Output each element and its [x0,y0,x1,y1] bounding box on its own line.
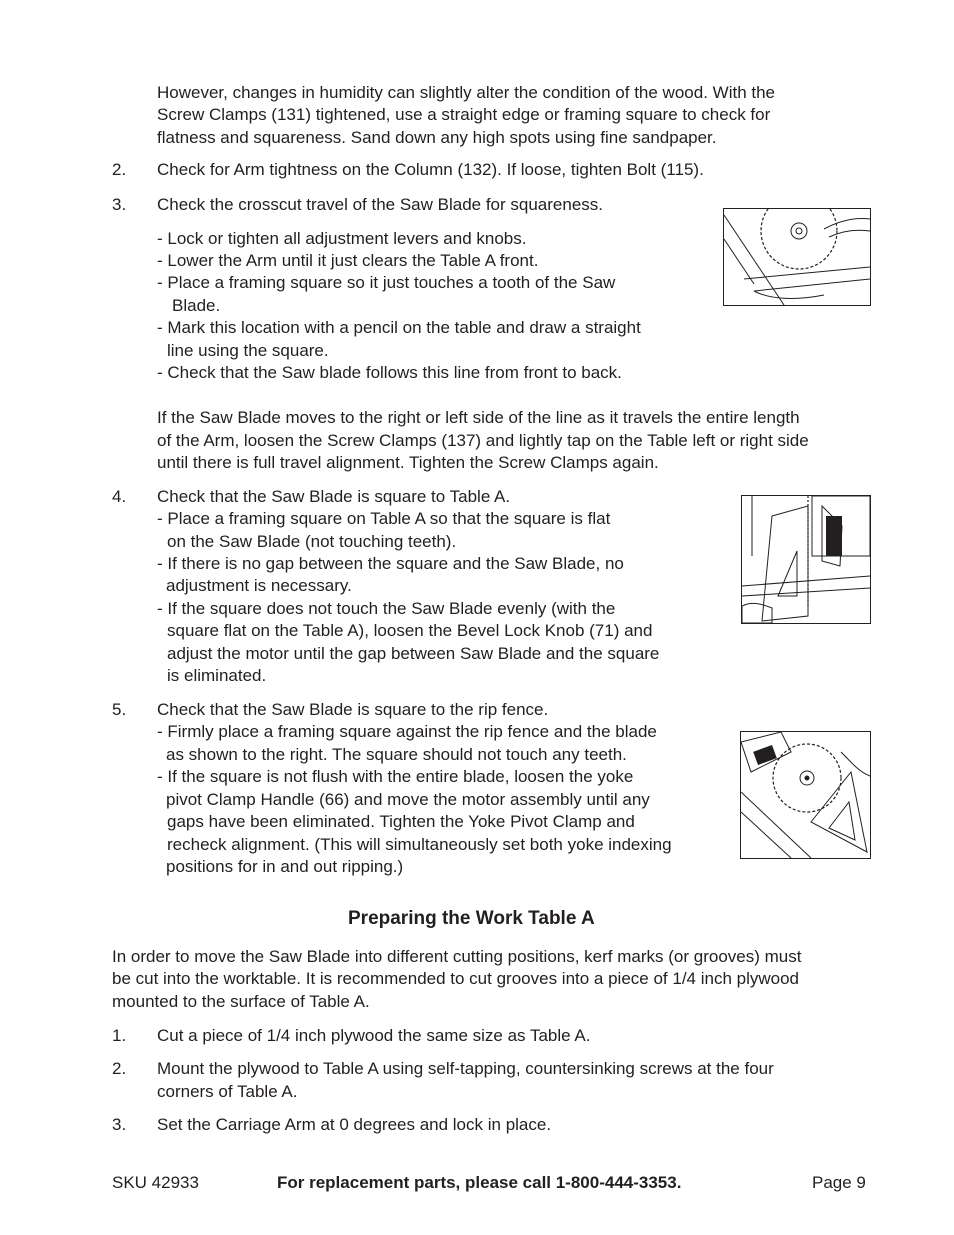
step-3-sub-7: - Check that the Saw blade follows this line from front to back. [157,363,622,382]
step-2-text: Check for Arm tightness on the Column (132). If loose, tighten Bolt (115). [157,160,704,179]
step-3-para-2: of the Arm, loosen the Screw Clamps (137) and lightly tap on the Table left or right side [157,431,809,450]
step-4-sub-6: square flat on the Table A), loosen the Bevel Lock Knob (71) and [167,621,653,640]
section-title: Preparing the Work Table A [348,908,595,929]
intro-line-1: However, changes in humidity can slightly alter the condition of the wood. With the [157,83,776,102]
step-5-sub-6: recheck alignment. (This will simultaneously set both yoke indexing [167,835,672,854]
section-item-1-text: Cut a piece of 1/4 inch plywood the same size as Table A. [157,1026,591,1045]
step-3-sub-1: - Lock or tighten all adjustment levers and knobs. [157,229,527,248]
section-item-1-number: 1. [112,1026,127,1045]
step-5-text: Check that the Saw Blade is square to the rip fence. [157,700,549,719]
step-5-sub-2: as shown to the right. The square should not touch any teeth. [166,745,627,764]
step-4-sub-1: - Place a framing square on Table A so that the square is flat [157,509,611,528]
section-intro-3: mounted to the surface of Table A. [112,992,370,1011]
step-4-number: 4. [112,487,127,506]
step-4-text: Check that the Saw Blade is square to Table A. [157,487,511,506]
intro-line-2: Screw Clamps (131) tightened, use a straight edge or framing square to check for [157,105,771,124]
step-5-sub-5: gaps have been eliminated. Tighten the Yoke Pivot Clamp and [167,812,635,831]
blade-square-illustration [742,496,870,623]
blade-square-figure [741,495,871,624]
crosscut-figure [723,208,871,306]
step-3-para-3: until there is full travel alignment. Tighten the Screw Clamps again. [157,453,659,472]
rip-fence-illustration [741,732,870,858]
intro-line-3: flatness and squareness. Sand down any high spots using fine sandpaper. [157,128,717,147]
section-item-3-number: 3. [112,1115,127,1134]
step-5-sub-3: - If the square is not flush with the entire blade, loosen the yoke [157,767,634,786]
section-item-3-text: Set the Carriage Arm at 0 degrees and lock in place. [157,1115,552,1134]
step-4-sub-4: adjustment is necessary. [166,576,352,595]
section-item-2-text-2: corners of Table A. [157,1082,298,1101]
section-intro-2: be cut into the worktable. It is recommended to cut grooves into a piece of 1/4 inch plywood [112,969,799,988]
footer-sku: SKU 42933 [112,1173,199,1192]
step-4-sub-3: - If there is no gap between the square and the Saw Blade, no [157,554,624,573]
step-3-sub-5: - Mark this location with a pencil on the table and draw a straight [157,318,641,337]
step-2-number: 2. [112,160,127,179]
step-3-para-1: If the Saw Blade moves to the right or left side of the line as it travels the entire length [157,408,800,427]
footer-phone: For replacement parts, please call 1-800-444-3353. [277,1173,682,1192]
section-intro-1: In order to move the Saw Blade into different cutting positions, kerf marks (or grooves) must [112,947,802,966]
step-5-sub-7: positions for in and out ripping.) [166,857,404,876]
step-4-sub-7: adjust the motor until the gap between Saw Blade and the square [167,644,660,663]
step-3-text: Check the crosscut travel of the Saw Blade for squareness. [157,195,604,214]
rip-fence-figure [740,731,871,859]
crosscut-illustration [724,209,870,305]
step-4-sub-2: on the Saw Blade (not touching teeth). [167,532,457,551]
step-3-sub-4: Blade. [172,296,221,315]
section-item-2-text-1: Mount the plywood to Table A using self-tapping, countersinking screws at the four [157,1059,774,1078]
section-item-2-number: 2. [112,1059,127,1078]
step-3-sub-2: - Lower the Arm until it just clears the Table A front. [157,251,539,270]
step-5-number: 5. [112,700,127,719]
step-4-sub-8: is eliminated. [167,666,267,685]
step-3-sub-3: - Place a framing square so it just touches a tooth of the Saw [157,273,616,292]
step-4-sub-5: - If the square does not touch the Saw Blade evenly (with the [157,599,616,618]
step-3-sub-6: line using the square. [167,341,329,360]
step-3-number: 3. [112,195,127,214]
step-5-sub-1: - Firmly place a framing square against the rip fence and the blade [157,722,657,741]
footer-page-number: Page 9 [812,1173,866,1192]
step-5-sub-4: pivot Clamp Handle (66) and move the motor assembly until any [166,790,650,809]
